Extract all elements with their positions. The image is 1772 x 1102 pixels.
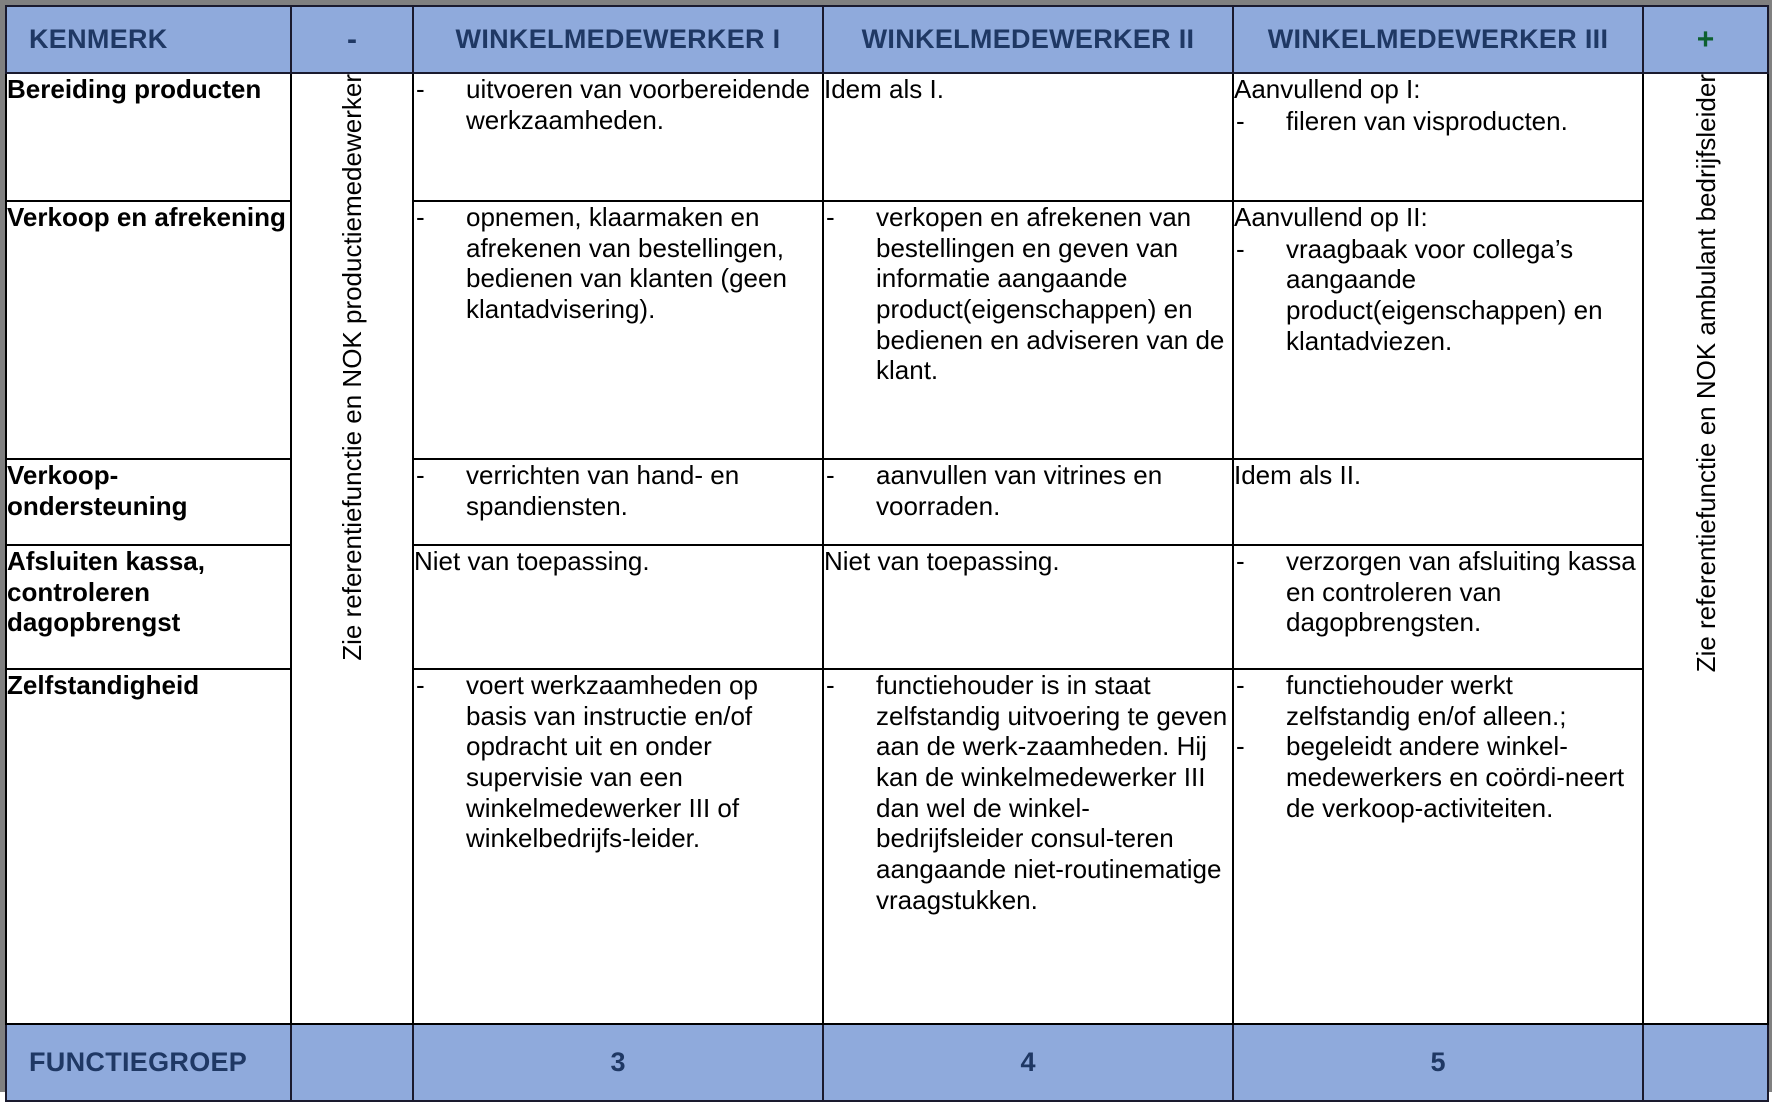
kenmerk-cell (6, 459, 291, 545)
header-label-kenmerk: KENMERK (29, 23, 168, 54)
kenmerk-label: Afsluiten kassa, controleren dagopbrengst (7, 546, 205, 638)
kenmerk-cell (6, 669, 291, 1024)
cell-r3-winkelmedewerker-1 (413, 459, 823, 545)
dash-list (414, 74, 822, 135)
table-row (6, 459, 1768, 545)
table-row (6, 201, 1768, 459)
footer-cell-minus (291, 1024, 413, 1101)
list-item-text: aanvullen van vitrines en voorraden. (876, 460, 1163, 521)
list-item (414, 670, 822, 854)
cell-r3-winkelmedewerker-3 (1233, 459, 1643, 545)
header-cell-plus (1643, 6, 1768, 73)
table-header-row (6, 6, 1768, 73)
footer-cell-label (6, 1024, 291, 1101)
intro-text: Aanvullend op I: (1234, 74, 1421, 104)
list-item-text: begeleidt andere winkel-medewerkers en coördi-neert de verkoop-activiteiten. (1286, 731, 1625, 823)
dash-list (1234, 546, 1642, 638)
list-item (1234, 234, 1642, 357)
kenmerk-cell (6, 201, 291, 459)
cell-r1-winkelmedewerker-3 (1233, 73, 1643, 201)
list-item (824, 670, 1232, 915)
cell-r5-winkelmedewerker-1 (413, 669, 823, 1024)
list-item-text: functiehouder is in staat zelfstandig uitvoering te geven aan de werk-zaamheden. Hij kan de winkelmedewerker III dan wel de winkel-bedrijfsleider consul-teren aangaande niet-routinematige vraagstukken. (876, 670, 1228, 915)
list-item-text: verzorgen van afsluiting kassa en controleren van dagopbrengsten. (1286, 546, 1636, 638)
cell-r1-winkelmedewerker-1 (413, 73, 823, 201)
kenmerk-label: Verkoop en afrekening (7, 202, 286, 232)
list-item (414, 202, 822, 325)
footer-cell-winkelmedewerker-3 (1233, 1024, 1643, 1101)
dash-list (824, 460, 1232, 521)
minus-symbol-icon: - (347, 22, 357, 56)
dash-list (414, 460, 822, 521)
header-cell-winkelmedewerker-3 (1233, 6, 1643, 73)
kenmerk-cell (6, 73, 291, 201)
footer-cell-winkelmedewerker-1 (413, 1024, 823, 1101)
dash-list (414, 202, 822, 325)
plain-text: Idem als I. (824, 74, 944, 104)
header-label-winkelmedewerker-3: WINKELMEDEWERKER III (1267, 23, 1609, 54)
dash-marker-icon: - (1236, 546, 1245, 576)
plus-symbol-icon: + (1696, 22, 1715, 56)
header-cell-minus (291, 6, 413, 73)
list-item (414, 74, 822, 135)
header-cell-winkelmedewerker-2 (823, 6, 1233, 73)
function-comparison-table (5, 5, 1769, 1102)
header-cell-winkelmedewerker-1 (413, 6, 823, 73)
footer-cell-plus (1643, 1024, 1768, 1101)
kenmerk-cell (6, 545, 291, 669)
cell-r3-winkelmedewerker-2 (823, 459, 1233, 545)
plain-text: Idem als II. (1234, 460, 1362, 490)
footer-cell-winkelmedewerker-2 (823, 1024, 1233, 1101)
dash-marker-icon: - (826, 670, 835, 700)
list-item (1234, 106, 1642, 137)
dash-marker-icon: - (826, 202, 835, 232)
list-item-text: fileren van visproducten. (1286, 105, 1568, 136)
dash-marker-icon: - (416, 74, 425, 104)
list-item (824, 460, 1232, 521)
list-item (414, 460, 822, 521)
footer-value-winkelmedewerker-3: 5 (1430, 1046, 1446, 1077)
reference-cell-left (291, 73, 413, 1024)
cell-r2-winkelmedewerker-3 (1233, 201, 1643, 459)
dash-list (1234, 234, 1642, 357)
dash-list (1234, 106, 1642, 137)
dash-marker-icon: - (1236, 670, 1245, 700)
header-label-winkelmedewerker-2: WINKELMEDEWERKER II (861, 23, 1195, 54)
dash-list (824, 670, 1232, 915)
plain-text: Niet van toepassing. (824, 546, 1060, 576)
dash-marker-icon: - (416, 460, 425, 490)
table-row (6, 73, 1768, 201)
reference-cell-right (1643, 73, 1768, 1024)
cell-r5-winkelmedewerker-3 (1233, 669, 1643, 1024)
cell-r1-winkelmedewerker-2 (823, 73, 1233, 201)
footer-value-winkelmedewerker-1: 3 (610, 1046, 626, 1077)
kenmerk-label: Verkoop-ondersteuning (7, 460, 188, 521)
list-item-text: verrichten van hand- en spandiensten. (466, 460, 740, 521)
table-footer-row (6, 1024, 1768, 1101)
footer-value-winkelmedewerker-2: 4 (1020, 1046, 1036, 1077)
dash-list (414, 670, 822, 854)
dash-marker-icon: - (826, 460, 835, 490)
cell-r4-winkelmedewerker-2 (823, 545, 1233, 669)
plain-text: Niet van toepassing. (414, 546, 650, 576)
kenmerk-label: Zelfstandigheid (7, 670, 200, 700)
footer-label-functiegroep: FUNCTIEGROEP (29, 1046, 248, 1077)
list-item-text: vraagbaak voor collega’s aangaande product(eigenschappen) en klantadviezen. (1286, 233, 1603, 356)
cell-r4-winkelmedewerker-1 (413, 545, 823, 669)
dash-marker-icon: - (1236, 233, 1245, 264)
table-row (6, 545, 1768, 669)
cell-r2-winkelmedewerker-2 (823, 201, 1233, 459)
table-row (6, 669, 1768, 1024)
list-item-text: verkopen en afrekenen van bestellingen en geven van informatie aangaande product(eigenschappen) en bedienen en adviseren van de klant. (876, 202, 1225, 386)
dash-marker-icon: - (416, 670, 425, 700)
list-item (1234, 546, 1642, 638)
dash-marker-icon: - (416, 202, 425, 232)
list-item-text: uitvoeren van voorbereidende werkzaamheden. (466, 74, 811, 135)
list-item (824, 202, 1232, 386)
dash-list (1234, 670, 1642, 823)
dash-list (824, 202, 1232, 386)
kenmerk-label: Bereiding producten (7, 74, 262, 104)
vertical-reference-text-left: Zie referentiefunctie en NOK productiemedewerker (337, 74, 367, 661)
vertical-reference-text-right: Zie referentiefunctie en NOK ambulant bedrijfsleider (1690, 74, 1721, 673)
cell-r4-winkelmedewerker-3 (1233, 545, 1643, 669)
header-cell-kenmerk (6, 6, 291, 73)
list-item-text: voert werkzaamheden op basis van instructie en/of opdracht uit en onder supervisie van een winkelmedewerker III of winkelbedrijfs-leider. (466, 670, 758, 854)
dash-marker-icon: - (1236, 105, 1245, 136)
list-item-text: opnemen, klaarmaken en afrekenen van bestellingen, bedienen van klanten (geen klantadvisering). (466, 202, 787, 325)
dash-marker-icon: - (1236, 731, 1245, 762)
cell-r2-winkelmedewerker-1 (413, 201, 823, 459)
list-item-text: functiehouder werkt zelfstandig en/of alleen.; (1286, 670, 1567, 731)
list-item (1234, 670, 1642, 731)
header-label-winkelmedewerker-1: WINKELMEDEWERKER I (455, 23, 781, 54)
intro-text: Aanvullend op II: (1234, 202, 1428, 232)
list-item (1234, 731, 1642, 823)
cell-r5-winkelmedewerker-2 (823, 669, 1233, 1024)
